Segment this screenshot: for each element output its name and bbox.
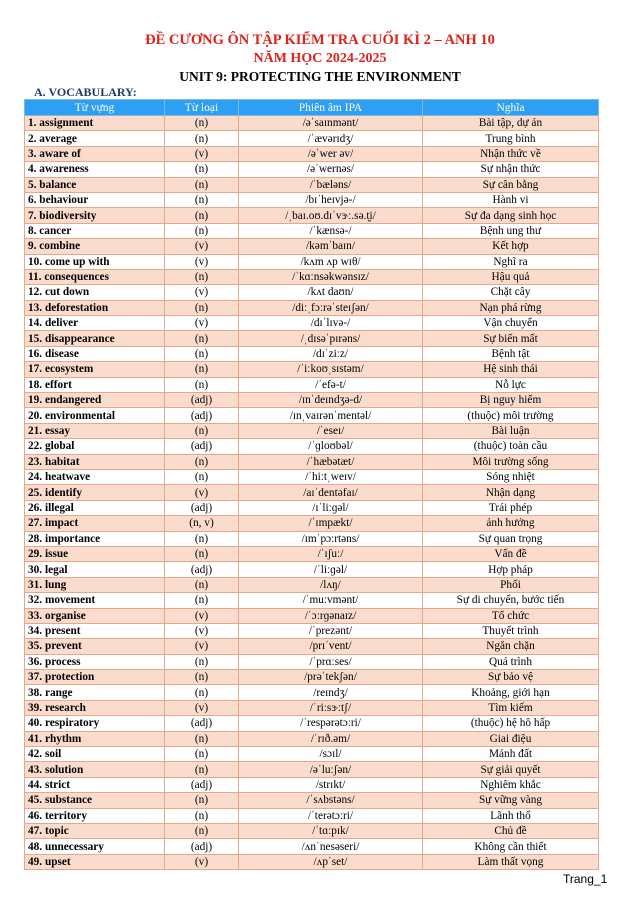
vocab-word: 34. present: [25, 623, 165, 638]
table-row: [25, 346, 599, 361]
word-meaning: Bài tập, dự án: [423, 116, 599, 131]
word-type: (n): [165, 423, 239, 438]
word-type: (n): [165, 223, 239, 238]
vocab-word: 24. heatwave: [25, 469, 165, 484]
ipa-transcription: /prɪˈvent/: [239, 639, 423, 654]
word-meaning: Mảnh đất: [423, 747, 599, 762]
ipa-transcription: /dɪˈlɪvə-/: [239, 316, 423, 331]
word-meaning: Bài luận: [423, 423, 599, 438]
word-meaning: (thuộc) toàn cầu: [423, 439, 599, 454]
word-meaning: Sự nhận thức: [423, 162, 599, 177]
ipa-transcription: /ˈhiːtˌweɪv/: [239, 469, 423, 484]
vocab-word: 9. combine: [25, 239, 165, 254]
ipa-transcription: /əˈluːʃən/: [239, 762, 423, 777]
table-row: [25, 146, 599, 161]
table-row: [25, 654, 599, 669]
word-type: (n): [165, 593, 239, 608]
word-meaning: Sự di chuyển, bước tiến: [423, 593, 599, 608]
vocab-word: 27. impact: [25, 516, 165, 531]
vocab-word: 2. average: [25, 131, 165, 146]
word-type: (adj): [165, 500, 239, 515]
word-meaning: Kết hợp: [423, 239, 599, 254]
ipa-transcription: /ˈɪmpækt/: [239, 516, 423, 531]
ipa-transcription: /ˈrespərətɔːri/: [239, 716, 423, 731]
table-row: [25, 670, 599, 685]
table-row: [25, 269, 599, 284]
ipa-transcription: /ˈriːsɝːtʃ/: [239, 700, 423, 715]
word-meaning: Sự biến mất: [423, 331, 599, 346]
vocab-word: 4. awareness: [25, 162, 165, 177]
word-meaning: Giai điệu: [423, 731, 599, 746]
table-row: [25, 239, 599, 254]
table-row: [25, 531, 599, 546]
vocab-word: 44. strict: [25, 777, 165, 792]
word-meaning: Bệnh tật: [423, 346, 599, 361]
word-type: (v): [165, 239, 239, 254]
vocab-word: 48. unnecessary: [25, 839, 165, 854]
ipa-transcription: /ˈiːkoʊˌsɪstəm/: [239, 362, 423, 377]
ipa-transcription: /bɪˈheɪvjə-/: [239, 192, 423, 207]
section-heading: A. VOCABULARY:: [34, 85, 137, 99]
word-type: (n): [165, 362, 239, 377]
table-row: [25, 762, 599, 777]
table-row: [25, 316, 599, 331]
table-row: [25, 777, 599, 792]
ipa-transcription: /ɪnˌvaɪrənˈmentəl/: [239, 408, 423, 423]
table-row: [25, 747, 599, 762]
table-row: [25, 623, 599, 638]
table-header-row: [25, 100, 599, 116]
word-meaning: Môi trường sống: [423, 454, 599, 469]
table-row: [25, 608, 599, 623]
word-type: (n): [165, 685, 239, 700]
word-meaning: Quá trình: [423, 654, 599, 669]
column-header-ipa: Phiên âm IPA: [239, 100, 423, 116]
word-meaning: Lãnh thổ: [423, 808, 599, 823]
table-row: [25, 377, 599, 392]
vocab-word: 35. prevent: [25, 639, 165, 654]
word-type: (v): [165, 608, 239, 623]
vocab-word: 19. endangered: [25, 393, 165, 408]
word-type: (n): [165, 177, 239, 192]
word-type: (n): [165, 670, 239, 685]
table-row: [25, 839, 599, 854]
word-meaning: Làm thất vọng: [423, 854, 599, 869]
word-meaning: Sự vững vàng: [423, 793, 599, 808]
ipa-transcription: /ˈɔːrɡənaɪz/: [239, 608, 423, 623]
word-type: (n, v): [165, 516, 239, 531]
vocab-word: 40. respiratory: [25, 716, 165, 731]
table-row: [25, 331, 599, 346]
vocab-word: 38. range: [25, 685, 165, 700]
word-type: (n): [165, 192, 239, 207]
vocab-word: 39. research: [25, 700, 165, 715]
vocab-word: 47. topic: [25, 823, 165, 838]
table-row: [25, 177, 599, 192]
ipa-transcription: /ʌpˈset/: [239, 854, 423, 869]
table-row: [25, 454, 599, 469]
vocab-word: 14. deliver: [25, 316, 165, 331]
vocab-word: 25. identify: [25, 485, 165, 500]
table-row: [25, 393, 599, 408]
word-meaning: Bệnh ung thư: [423, 223, 599, 238]
vocab-word: 7. biodiversity: [25, 208, 165, 223]
vocab-word: 22. global: [25, 439, 165, 454]
word-type: (n): [165, 654, 239, 669]
ipa-transcription: /ɪmˈpɔːrtəns/: [239, 531, 423, 546]
ipa-transcription: /əˈwernəs/: [239, 162, 423, 177]
table-row: [25, 823, 599, 838]
word-type: (n): [165, 793, 239, 808]
word-type: (n): [165, 377, 239, 392]
ipa-transcription: /ɪnˈdeɪndʒə-d/: [239, 393, 423, 408]
table-row: [25, 854, 599, 869]
ipa-transcription: /dɪˈziːz/: [239, 346, 423, 361]
word-meaning: Sự bảo vệ: [423, 670, 599, 685]
word-meaning: Tổ chức: [423, 608, 599, 623]
ipa-transcription: /prəˈtekʃən/: [239, 670, 423, 685]
vocab-word: 6. behaviour: [25, 192, 165, 207]
word-meaning: Hậu quả: [423, 269, 599, 284]
word-meaning: (thuộc) hệ hô hấp: [423, 716, 599, 731]
table-row: [25, 639, 599, 654]
ipa-transcription: /lʌŋ/: [239, 577, 423, 592]
word-type: (n): [165, 454, 239, 469]
word-type: (v): [165, 254, 239, 269]
document-title: ĐỀ CƯƠNG ÔN TẬP KIỂM TRA CUỐI KÌ 2 – ANH 10: [145, 32, 495, 48]
vocab-word: 37. protection: [25, 670, 165, 685]
word-meaning: Nhận dạng: [423, 485, 599, 500]
table-row: [25, 408, 599, 423]
word-type: (adj): [165, 439, 239, 454]
word-meaning: Sự giải quyết: [423, 762, 599, 777]
word-meaning: Chủ đề: [423, 823, 599, 838]
ipa-transcription: /əˈwer əv/: [239, 146, 423, 161]
word-type: (n): [165, 331, 239, 346]
ipa-transcription: /ˈefə-t/: [239, 377, 423, 392]
word-type: (v): [165, 854, 239, 869]
vocab-word: 23. habitat: [25, 454, 165, 469]
ipa-transcription: /ˈprezənt/: [239, 623, 423, 638]
table-row: [25, 516, 599, 531]
ipa-transcription: /əˈsaɪnmənt/: [239, 116, 423, 131]
ipa-transcription: /ˈhæbətæt/: [239, 454, 423, 469]
vocab-word: 30. legal: [25, 562, 165, 577]
table-row: [25, 485, 599, 500]
vocab-word: 11. consequences: [25, 269, 165, 284]
word-meaning: Trái phép: [423, 500, 599, 515]
ipa-transcription: /ˈrɪð.əm/: [239, 731, 423, 746]
word-type: (v): [165, 285, 239, 300]
word-meaning: Tìm kiếm: [423, 700, 599, 715]
word-meaning: Vấn đề: [423, 546, 599, 561]
column-header-meaning: Nghĩa: [423, 100, 599, 116]
ipa-transcription: /ˈævərɪdʒ/: [239, 131, 423, 146]
vocab-word: 36. process: [25, 654, 165, 669]
word-type: (v): [165, 639, 239, 654]
table-row: [25, 116, 599, 131]
word-type: (n): [165, 762, 239, 777]
vocab-word: 46. territory: [25, 808, 165, 823]
vocab-word: 32. movement: [25, 593, 165, 608]
table-row: [25, 808, 599, 823]
word-meaning: Nỗ lực: [423, 377, 599, 392]
word-meaning: ảnh hưởng: [423, 516, 599, 531]
word-meaning: (thuộc) môi trường: [423, 408, 599, 423]
table-row: [25, 208, 599, 223]
ipa-transcription: /ˈtɑːpɪk/: [239, 823, 423, 838]
word-meaning: Sóng nhiệt: [423, 469, 599, 484]
vocab-word: 13. deforestation: [25, 300, 165, 315]
word-type: (v): [165, 485, 239, 500]
word-type: (n): [165, 300, 239, 315]
ipa-transcription: /ˈmuːvmənt/: [239, 593, 423, 608]
ipa-transcription: /sɔɪl/: [239, 747, 423, 762]
table-row: [25, 731, 599, 746]
ipa-transcription: /reɪndʒ/: [239, 685, 423, 700]
word-type: (n): [165, 731, 239, 746]
word-meaning: Nhận thức về: [423, 146, 599, 161]
table-row: [25, 716, 599, 731]
word-meaning: Nghiêm khắc: [423, 777, 599, 792]
table-row: [25, 469, 599, 484]
ipa-transcription: /kʌm ʌp wɪθ/: [239, 254, 423, 269]
vocab-word: 21. essay: [25, 423, 165, 438]
ipa-transcription: /ˈɪʃuː/: [239, 546, 423, 561]
ipa-transcription: /aɪˈdentəfaɪ/: [239, 485, 423, 500]
ipa-transcription: /ˈsʌbstəns/: [239, 793, 423, 808]
ipa-transcription: /diːˌfɔːrəˈsteɪʃən/: [239, 300, 423, 315]
ipa-transcription: /ˈliːɡəl/: [239, 562, 423, 577]
word-meaning: Nghĩ ra: [423, 254, 599, 269]
vocab-word: 31. lung: [25, 577, 165, 592]
word-meaning: Chặt cây: [423, 285, 599, 300]
school-year: NĂM HỌC 2024-2025: [253, 51, 387, 66]
word-type: (adj): [165, 716, 239, 731]
vocab-word: 45. substance: [25, 793, 165, 808]
word-meaning: Khoảng, giới hạn: [423, 685, 599, 700]
table-row: [25, 439, 599, 454]
vocab-word: 42. soil: [25, 747, 165, 762]
vocab-word: 12. cut down: [25, 285, 165, 300]
word-meaning: Hành vi: [423, 192, 599, 207]
word-type: (v): [165, 623, 239, 638]
table-row: [25, 285, 599, 300]
word-type: (adj): [165, 562, 239, 577]
vocab-word: 10. come up with: [25, 254, 165, 269]
vocab-word: 18. effort: [25, 377, 165, 392]
ipa-transcription: /ˈkænsə-/: [239, 223, 423, 238]
ipa-transcription: /ɪˈliːɡəl/: [239, 500, 423, 515]
table-row: [25, 300, 599, 315]
word-meaning: Vận chuyển: [423, 316, 599, 331]
word-meaning: Bị nguy hiểm: [423, 393, 599, 408]
table-row: [25, 700, 599, 715]
table-body: [25, 116, 599, 870]
table-row: [25, 577, 599, 592]
word-type: (n): [165, 747, 239, 762]
ipa-transcription: /kʌt daʊn/: [239, 285, 423, 300]
word-type: (adj): [165, 408, 239, 423]
table-row: [25, 254, 599, 269]
word-type: (n): [165, 269, 239, 284]
word-type: (adj): [165, 777, 239, 792]
ipa-transcription: /ˌdɪsəˈpɪrəns/: [239, 331, 423, 346]
word-type: (n): [165, 469, 239, 484]
word-type: (adj): [165, 839, 239, 854]
word-meaning: Hệ sinh thái: [423, 362, 599, 377]
word-meaning: Thuyết trình: [423, 623, 599, 638]
page-number: Trang_1: [563, 872, 608, 886]
ipa-transcription: /ˈɡloʊbəl/: [239, 439, 423, 454]
table-row: [25, 685, 599, 700]
ipa-transcription: /strɪkt/: [239, 777, 423, 792]
vocab-word: 5. balance: [25, 177, 165, 192]
table-row: [25, 223, 599, 238]
word-meaning: Hợp pháp: [423, 562, 599, 577]
vocab-word: 26. illegal: [25, 500, 165, 515]
vocab-word: 29. issue: [25, 546, 165, 561]
vocab-word: 28. importance: [25, 531, 165, 546]
ipa-transcription: /ˈterətɔːri/: [239, 808, 423, 823]
unit-title: UNIT 9: PROTECTING THE ENVIRONMENT: [179, 69, 461, 84]
word-type: (v): [165, 146, 239, 161]
word-meaning: Sự cân bằng: [423, 177, 599, 192]
word-type: (n): [165, 531, 239, 546]
vocab-word: 1. assignment: [25, 116, 165, 131]
table-row: [25, 423, 599, 438]
table-row: [25, 192, 599, 207]
word-meaning: Trung bình: [423, 131, 599, 146]
vocab-word: 17. ecosystem: [25, 362, 165, 377]
word-type: (n): [165, 208, 239, 223]
word-meaning: Sự đa dạng sinh học: [423, 208, 599, 223]
table-row: [25, 500, 599, 515]
word-type: (n): [165, 546, 239, 561]
word-type: (adj): [165, 393, 239, 408]
table-row: [25, 793, 599, 808]
ipa-transcription: /ˈbæləns/: [239, 177, 423, 192]
word-type: (n): [165, 346, 239, 361]
vocab-word: 3. aware of: [25, 146, 165, 161]
word-type: (n): [165, 116, 239, 131]
vocabulary-table: [24, 99, 599, 870]
word-meaning: Ngăn chặn: [423, 639, 599, 654]
table-row: [25, 546, 599, 561]
vocab-word: 15. disappearance: [25, 331, 165, 346]
word-meaning: Sự quan trọng: [423, 531, 599, 546]
vocab-word: 41. rhythm: [25, 731, 165, 746]
word-type: (n): [165, 577, 239, 592]
word-type: (n): [165, 823, 239, 838]
word-meaning: Nạn phá rừng: [423, 300, 599, 315]
word-meaning: Không cần thiết: [423, 839, 599, 854]
ipa-transcription: /ˈkɑːnsəkwənsɪz/: [239, 269, 423, 284]
table-row: [25, 362, 599, 377]
vocab-word: 16. disease: [25, 346, 165, 361]
table-row: [25, 131, 599, 146]
word-type: (n): [165, 162, 239, 177]
vocab-word: 43. solution: [25, 762, 165, 777]
vocab-word: 49. upset: [25, 854, 165, 869]
word-type: (v): [165, 316, 239, 331]
vocab-word: 20. environmental: [25, 408, 165, 423]
ipa-transcription: /ʌnˈnesəseri/: [239, 839, 423, 854]
word-type: (n): [165, 131, 239, 146]
ipa-transcription: /kəmˈbaɪn/: [239, 239, 423, 254]
table-row: [25, 162, 599, 177]
column-header-word: Từ vựng: [25, 100, 165, 116]
vocab-word: 33. organise: [25, 608, 165, 623]
table-row: [25, 593, 599, 608]
column-header-type: Từ loại: [165, 100, 239, 116]
ipa-transcription: /ˈeseɪ/: [239, 423, 423, 438]
vocab-word: 8. cancer: [25, 223, 165, 238]
word-type: (v): [165, 700, 239, 715]
table-row: [25, 562, 599, 577]
ipa-transcription: /ˌbaɪ.oʊ.dɪˈvɝː.sə.t̬i/: [239, 208, 423, 223]
word-meaning: Phổi: [423, 577, 599, 592]
ipa-transcription: /ˈprɑːses/: [239, 654, 423, 669]
word-type: (n): [165, 808, 239, 823]
